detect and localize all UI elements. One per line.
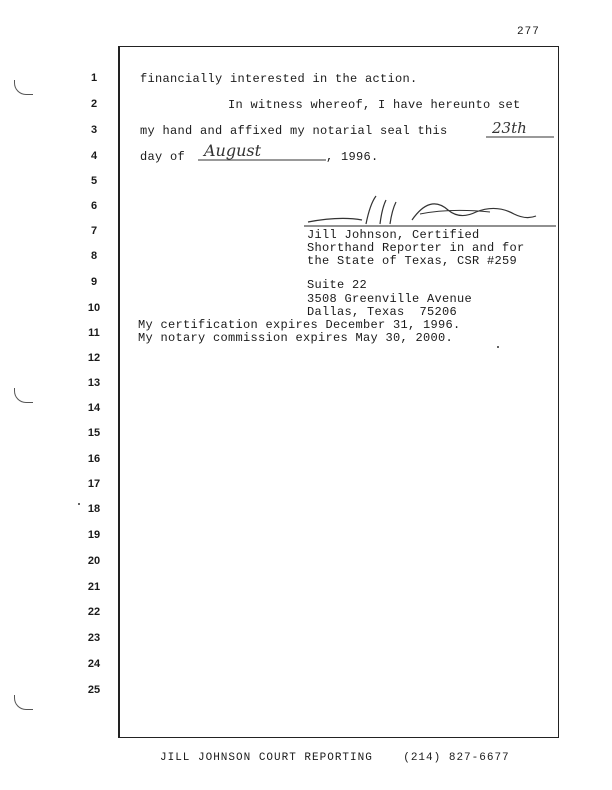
footer: JILL JOHNSON COURT REPORTING (214) 827-6677	[160, 752, 510, 764]
line-number: 14	[87, 402, 101, 414]
text-line-4-prefix: day of	[140, 150, 186, 164]
handwritten-day	[484, 116, 556, 142]
text-line-3: my hand and affixed my notarial seal this	[140, 124, 448, 138]
notary-commission-expiry: My notary commission expires May 30, 2000.	[138, 331, 454, 345]
line-number: 20	[87, 555, 101, 567]
line-number: 22	[87, 606, 101, 618]
line-number: 6	[90, 200, 98, 212]
page-number: 277	[517, 26, 540, 38]
hole-punch-mark	[14, 695, 33, 710]
line-number: 13	[87, 377, 101, 389]
line-number: 23	[87, 632, 101, 644]
handwritten-month	[198, 140, 328, 164]
line-number: 4	[90, 150, 98, 162]
signature-line-2: Shorthand Reporter in and for	[307, 241, 525, 255]
address-suite: Suite 22	[307, 278, 368, 292]
signature-name-line: Jill Johnson, Certified	[307, 228, 480, 242]
address-city: Dallas, Texas 75206	[307, 305, 458, 319]
line-number: 16	[87, 453, 101, 465]
line-number: 3	[90, 124, 98, 136]
line-number: 17	[87, 478, 101, 490]
line-number: 24	[87, 658, 101, 670]
scan-speck	[78, 503, 80, 505]
hole-punch-mark	[14, 388, 33, 403]
line-number: 15	[87, 427, 101, 439]
line-number: 5	[90, 175, 98, 187]
text-line-2: In witness whereof, I have hereunto set	[228, 98, 521, 112]
handwritten-day-text: 23th	[492, 119, 527, 137]
line-number: 25	[87, 684, 101, 696]
address-street: 3508 Greenville Avenue	[307, 292, 473, 306]
line-number: 19	[87, 529, 101, 541]
line-number: 18	[87, 503, 101, 515]
line-number: 7	[90, 225, 98, 237]
line-number: 8	[90, 250, 98, 262]
text-line-1: financially interested in the action.	[140, 72, 418, 86]
line-number: 21	[87, 581, 101, 593]
handwritten-month-text: August	[204, 141, 262, 160]
line-number: 11	[88, 327, 100, 339]
hole-punch-mark	[14, 80, 33, 95]
line-number: 12	[87, 352, 101, 364]
signature-line-3: the State of Texas, CSR #259	[307, 254, 518, 268]
text-line-4-suffix: , 1996.	[326, 150, 379, 164]
certification-expiry: My certification expires December 31, 1996.	[138, 318, 461, 332]
line-number: 1	[90, 72, 98, 84]
line-number: 9	[90, 276, 98, 288]
line-number: 10	[87, 302, 101, 314]
scan-speck	[497, 346, 499, 348]
line-number: 2	[90, 98, 98, 110]
